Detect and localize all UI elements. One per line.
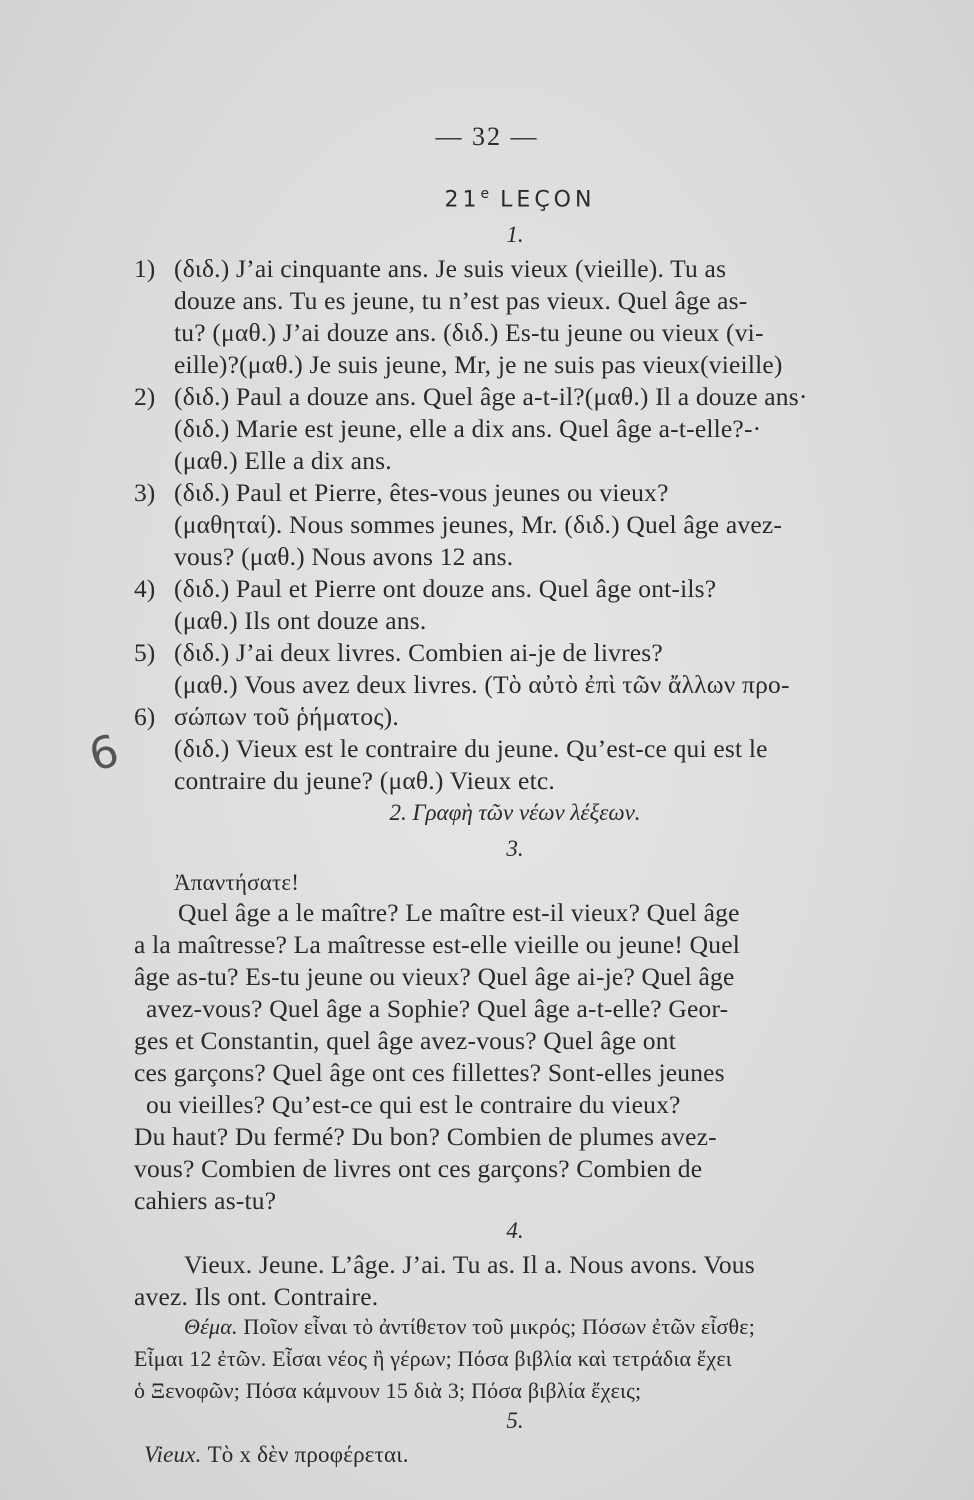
text-line: vous? Combien de livres ont ces garçons? Combien de (134, 1154, 703, 1183)
theme-text: ὁ Ξενοφῶν; Πόσα κάμνουν 15 διὰ 3; Πόσα βιβλία ἔχεις; (134, 1378, 642, 1403)
text-line: vous? (μαθ.) Nous avons 12 ans. (174, 542, 514, 571)
text-line: ces garçons? Quel âge ont ces fillettes? Sont-elles jeunes (134, 1058, 725, 1087)
theme-text: Ποῖον εἶναι τὸ ἀντίθετον τοῦ μικρός; Πόσων ἐτῶν εἶσθε; (243, 1314, 756, 1339)
instruction-lead: Ἀπαντήσατε! (174, 870, 300, 895)
item-number: 3) (134, 478, 156, 507)
text-line: a la maîtresse? La maîtresse est-elle vieille ou jeune! Quel (134, 930, 741, 959)
lesson-heading (0, 186, 974, 212)
text-line: tu? (μαθ.) J’ai douze ans. (διδ.) Es-tu jeune ou vieux (vi- (174, 318, 764, 347)
text-line: Du haut? Du fermé? Du bon? Combien de plumes avez- (134, 1122, 717, 1151)
item-number: 1) (134, 254, 156, 283)
item-number: 6) (134, 702, 156, 731)
section-4-title: 4. (506, 1218, 524, 1243)
text-line: (διδ.) J’ai deux livres. Combien ai-je de livres? (174, 638, 663, 667)
item-number: 2) (134, 382, 156, 411)
text-line: (διδ.) Paul et Pierre ont douze ans. Quel âge ont-ils? (174, 574, 717, 603)
text-line: ou vieilles? Qu’est-ce qui est le contraire du vieux? (146, 1090, 681, 1119)
page-number: — 32 — (435, 122, 539, 151)
item-number: 4) (134, 574, 156, 603)
text-line: ges et Constantin, quel âge avez-vous? Quel âge ont (134, 1026, 676, 1055)
text-line: âge as-tu? Es-tu jeune ou vieux? Quel âge ai-je? Quel âge (134, 962, 735, 991)
text-line: contraire du jeune? (μαθ.) Vieux etc. (174, 766, 555, 795)
text-line: (μαθ.) Ils ont douze ans. (174, 606, 427, 635)
section-5-title: 5. (506, 1408, 524, 1433)
text-line: (διδ.) Paul et Pierre, êtes-vous jeunes ou vieux? (174, 478, 669, 507)
section-3-title: 3. (506, 836, 524, 861)
theme-label: Θέμα. (184, 1314, 238, 1339)
section-1-title: 1. (506, 222, 524, 247)
text-line: avez-vous? Quel âge a Sophie? Quel âge a-t-elle? Geor- (146, 994, 729, 1023)
theme-text: Εἶμαι 12 ἐτῶν. Εἶσαι νέος ἢ γέρων; Πόσα βιβλία καὶ τετράδια ἔχει (134, 1346, 732, 1371)
lesson-number-suffix: e (480, 186, 490, 202)
text-line: (μαθ.) Elle a dix ans. (174, 446, 392, 475)
text-line: Quel âge a le maître? Le maître est-il vieux? Quel âge (178, 898, 740, 927)
text-line: (μαθ.) Vous avez deux livres. (Τὸ αὐτὸ ἐπὶ τῶν ἄλλων προ- (174, 670, 790, 699)
text-line: cahiers as-tu? (134, 1186, 277, 1215)
text-line: (διδ.) Vieux est le contraire du jeune. Qu’est-ce qui est le (174, 734, 768, 763)
note-word: Vieux. (144, 1442, 202, 1467)
text-line: (διδ.) Marie est jeune, elle a dix ans. Quel âge a-t-elle?-· (174, 414, 762, 443)
text-line: σώπων τοῦ ῥήματος). (174, 702, 399, 731)
text-line: eille)?(μαθ.) Je suis jeune, Mr, je ne suis pas vieux(vieille) (174, 350, 783, 379)
handwritten-mark: 6 (83, 725, 125, 782)
text-line: (διδ.) J’ai cinquante ans. Je suis vieux (vieille). Tu as (174, 254, 727, 283)
lesson-word: LEÇON (500, 187, 596, 213)
text-line: douze ans. Tu es jeune, tu n’est pas vieux. Quel âge as- (174, 286, 748, 315)
item-number: 5) (134, 638, 156, 667)
text-line: (διδ.) Paul a douze ans. Quel âge a-t-il?(μαθ.) Il a douze ans· (174, 382, 808, 411)
note-line (144, 1442, 409, 1468)
text-line: Vieux. Jeune. L’âge. J’ai. Tu as. Il a. Nous avons. Vous (184, 1250, 755, 1279)
section-2-title: 2. Γραφὴ τῶν νέων λέξεων. (389, 800, 641, 825)
lesson-number: 21 (444, 187, 481, 213)
theme-line (184, 1314, 755, 1340)
note-text: Τὸ x δὲν προφέρεται. (207, 1442, 409, 1467)
text-line: avez. Ils ont. Contraire. (134, 1282, 379, 1311)
text-line: (μαθηταί). Nous sommes jeunes, Mr. (διδ.) Quel âge avez- (174, 510, 783, 539)
